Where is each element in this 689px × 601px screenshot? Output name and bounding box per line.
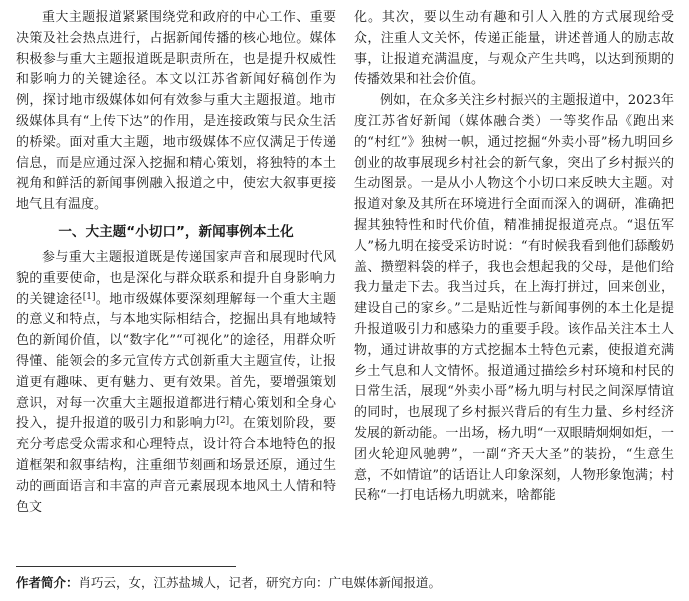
intro-paragraph: 重大主题报道紧紧围绕党和政府的中心工作、重要决策及社会热点进行，占据新闻传播的核心地位。媒体积极参与重大主题报道既是职责所在，也是提升权威性和影响力的关键途径。本文以江苏省新闻好稿创作为例，探讨地市级媒体如何有效参与重大主题报道。地市级媒体具有“上传下达”的作用，是连接政策与民众生活的桥梁。面对重大主题，地市级媒体不应仅满足于传递信息，而是应通过深入挖掘和精心策划，将独特的本土视角和鲜活的新闻事例融入报道之中，使宏大叙事更接地气且有温度。 [16,10,336,213]
citation-ref-2[interactable]: [2] [216,416,230,427]
author-footnote [16,574,676,592]
text-run: 。在策划阶段，要充分考虑受众需求和心理特点，设计符合本地特色的报道框架和叙事结构，注重细节刻画和场景还原，通过生动的画面语言和丰富的声音元素展现本地风土人情和特色文 [16,416,336,515]
citation-ref-1[interactable]: [1] [82,291,96,302]
text-run: 参与重大主题报道既是传递国家声音和展现时代风貌的重要使命，也是深化与群众联系和提升自身影响力的关键途径 [16,249,336,307]
continued-paragraph: 化。其次，要以生动有趣和引人入胜的方式展现给受众，注重人文关怀，传递正能量，讲述普通人的励志故事，让报道充满温度，与观众产生共鸣，以达到预期的传播效果和社会价值。 [354,10,674,88]
footnote-text: 肖巧云，女，江苏盐城人，记者，研究方向：广电媒体新闻报道。 [78,575,442,590]
body-paragraph [16,248,336,518]
example-paragraph: 例如，在众多关注乡村振兴的主题报道中，2023年度江苏省好新闻（媒体融合类）一等奖作品《跑出来的“村红”》独树一帜，通过挖掘“外卖小哥”杨九明回乡创业的故事展现乡村社会的新气象，突出了乡村振兴的生动图景。一是从小人物这个小切口来反映大主题。对报道对象及其所在环境进行全面而深入的调研，准确把握其独特性和时代价值，精准捕捉报道亮点。“退伍军人”杨九明在接受采访时说：“有时候我看到他们舔酸奶盖、攒塑料袋的样子，我也会想起我的父母，是他们给我力量走下去。我当过兵，在上海打拼过，回来创业，建设自己的家乡。”二是贴近性与新闻事例的本土化是提升报道吸引力和感染力的重要手段。该作品关注本土人物，通过讲故事的方式挖掘本土特色元素，使报道充满乡土气息和人文情怀。报道通过描绘乡村环境和村民的日常生活，展现“外卖小哥”杨九明与村民之间深厚情谊的同时，也展现了乡村振兴背后的有生力量、乡村经济发展的新动能。一出场，杨九明“一双眼睛炯炯如炬，一团火轮迎风驰骋”，一副“齐天大圣”的装扮，“生意生意，不如情谊”的话语让人印象深刻，人物形象饱满；村民称“一打电话杨九明就来，啥都能 [354,93,674,504]
text-run: 。地市级媒体要深刻理解每一个重大主题的意义和特点，与本地实际相结合，挖掘出具有地域特色的新闻价值，以“数字化”“可视化”的途径，用群众听得懂、能领会的多元宣传方式创新重大主题宣传，让报道更有趣味、更有魅力、更有效果。首先，要增强策划意识，对每一次重大主题报道都进行精心策划和全身心投入，提升报道的吸引力和影响力 [16,291,336,432]
right-column [354,8,674,507]
section-heading: 一、大主题“小切口”，新闻事例本土化 [58,223,294,240]
footnote-label: 作者简介： [16,575,79,590]
left-column [16,8,336,518]
footnote-divider [16,566,236,567]
